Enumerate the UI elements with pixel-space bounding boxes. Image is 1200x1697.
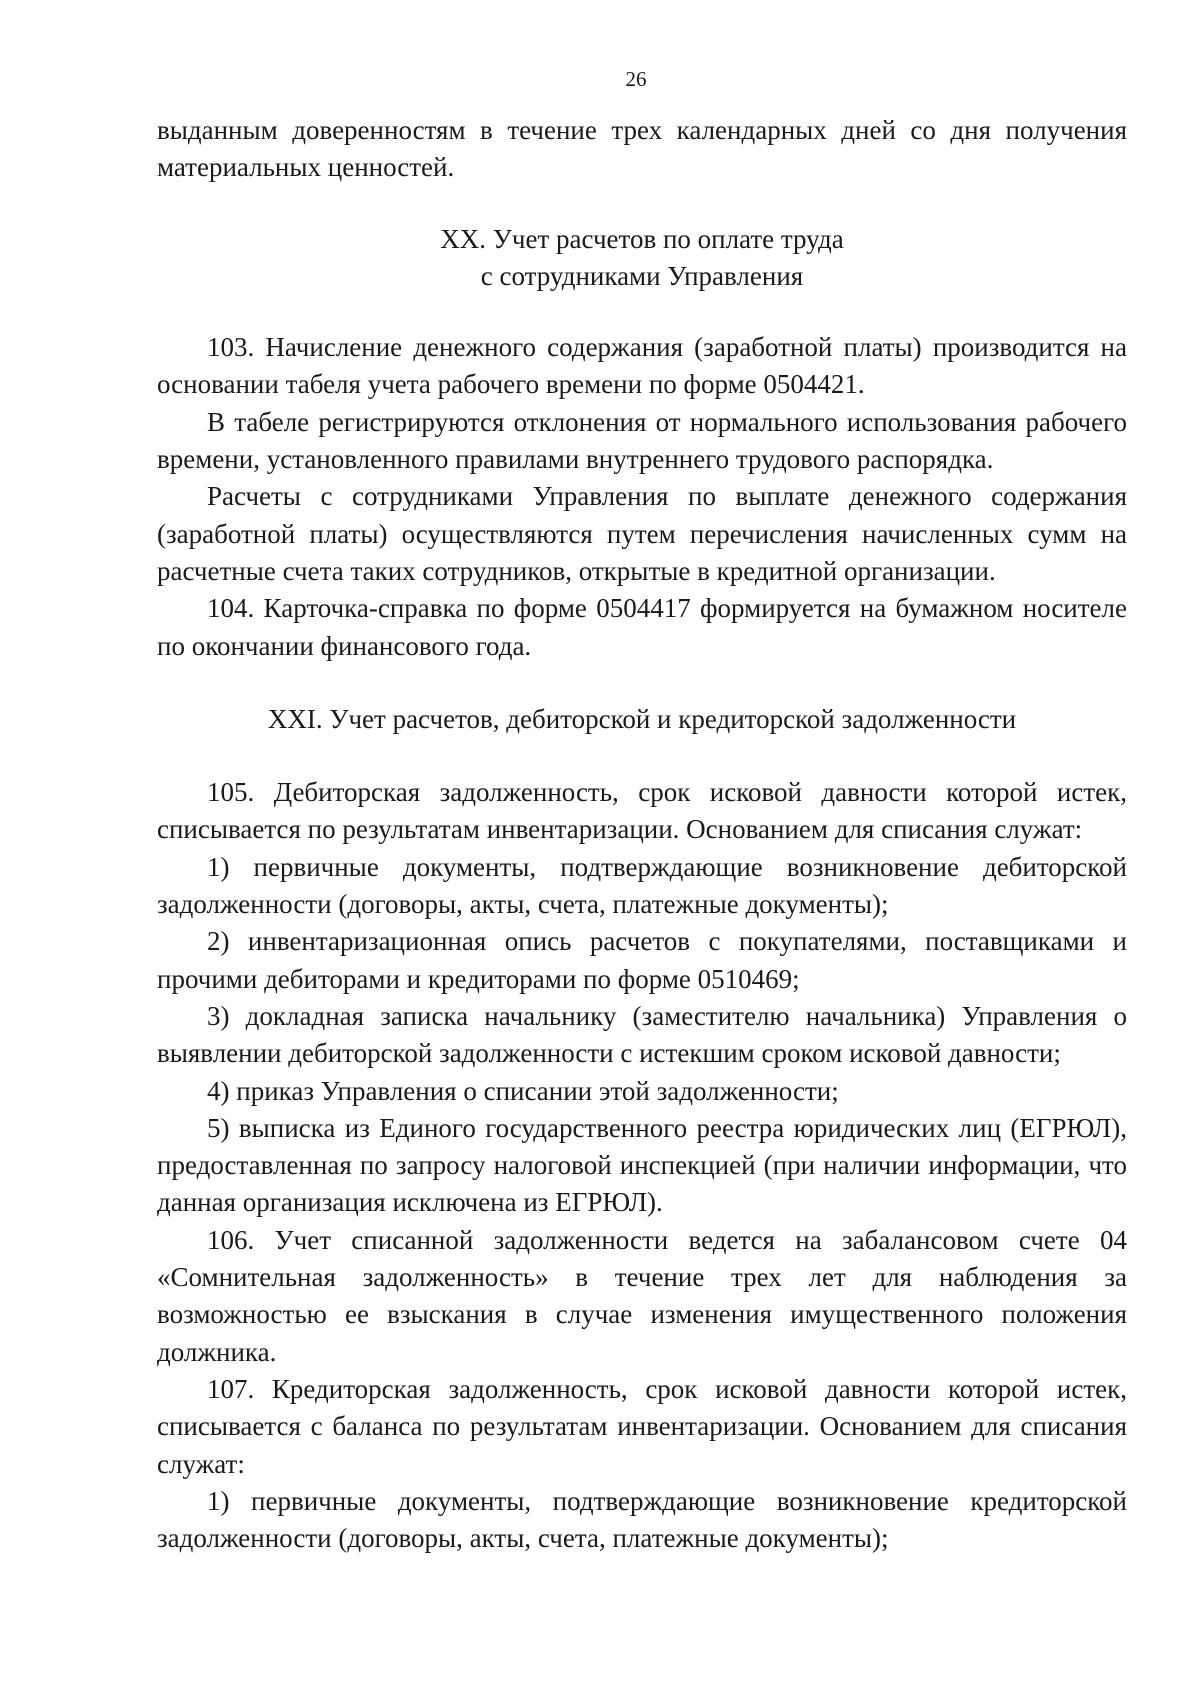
section-heading-xx — [157, 221, 1127, 296]
paragraph-timesheet: В табеле регистрируются отклонения от нормального использования рабочего времени, установленного правилами внутреннего трудового распорядка. — [157, 406, 1127, 475]
paragraph-105: 105. Дебиторская задолженность, срок исковой давности которой истек, списывается по результатам инвентаризации. Основанием для списания служат: — [157, 777, 1127, 845]
section-heading-xx-line1: XX. Учет расчетов по оплате труда — [440, 223, 844, 254]
list-item-105-4: 4) приказ Управления о списании этой задолженности; — [207, 1075, 839, 1106]
list-item-105-5: 5) выписка из Единого государственного реестра юридических лиц (ЕГРЮЛ), предоставленная по запросу налоговой инспекцией (при наличии информации, что данная организация исключена из ЕГРЮЛ). — [157, 1112, 1127, 1218]
section-heading-xxi: XXI. Учет расчетов, дебиторской и кредиторской задолженности — [267, 703, 1017, 734]
paragraph-104: 104. Карточка-справка по форме 0504417 формируется на бумажном носителе по окончании финансового года. — [157, 593, 1127, 661]
document-body — [157, 112, 1127, 1557]
section-xxi-body — [157, 774, 1127, 1557]
paragraph-103: 103. Начисление денежного содержания (заработной платы) производится на основании табеля учета рабочего времени по форме 0504421. — [157, 332, 1127, 400]
list-item-107-1: 1) первичные документы, подтверждающие возникновение кредиторской задолженности (договоры, акты, счета, платежные документы); — [157, 1485, 1127, 1554]
paragraph-106: 106. Учет списанной задолженности ведется на забалансовом счете 04 «Сомнительная задолженность» в течение трех лет для наблюдения за возможностью ее взыскания в случае изменения имущественного положения должника. — [157, 1224, 1127, 1367]
section-heading-xx-line2: с сотрудниками Управления — [480, 260, 804, 291]
page-number: 26 — [625, 67, 647, 91]
section-xx-body — [157, 329, 1127, 665]
paragraph-107: 107. Кредиторская задолженность, срок исковой давности которой истек, списывается с баланса по результатам инвентаризации. Основанием для списания служат: — [157, 1373, 1127, 1479]
list-item-105-1: 1) первичные документы, подтверждающие возникновение дебиторской задолженности (договоры, акты, счета, платежные документы); — [157, 851, 1127, 920]
list-item-105-3: 3) докладная записка начальнику (заместителю начальника) Управления о выявлении дебиторской задолженности с истекшим сроком исковой давности; — [157, 1000, 1127, 1069]
paragraph-settlements: Расчеты с сотрудниками Управления по выплате денежного содержания (заработной платы) осуществляются путем перечисления начисленных сумм на расчетные счета таких сотрудников, открытые в кредитной организации. — [157, 481, 1127, 586]
intro-paragraph: выданным доверенностям в течение трех календарных дней со дня получения материальных ценностей. — [157, 115, 1127, 183]
list-item-105-2: 2) инвентаризационная опись расчетов с покупателями, поставщиками и прочими дебиторами и кредиторами по форме 0510469; — [157, 926, 1127, 994]
